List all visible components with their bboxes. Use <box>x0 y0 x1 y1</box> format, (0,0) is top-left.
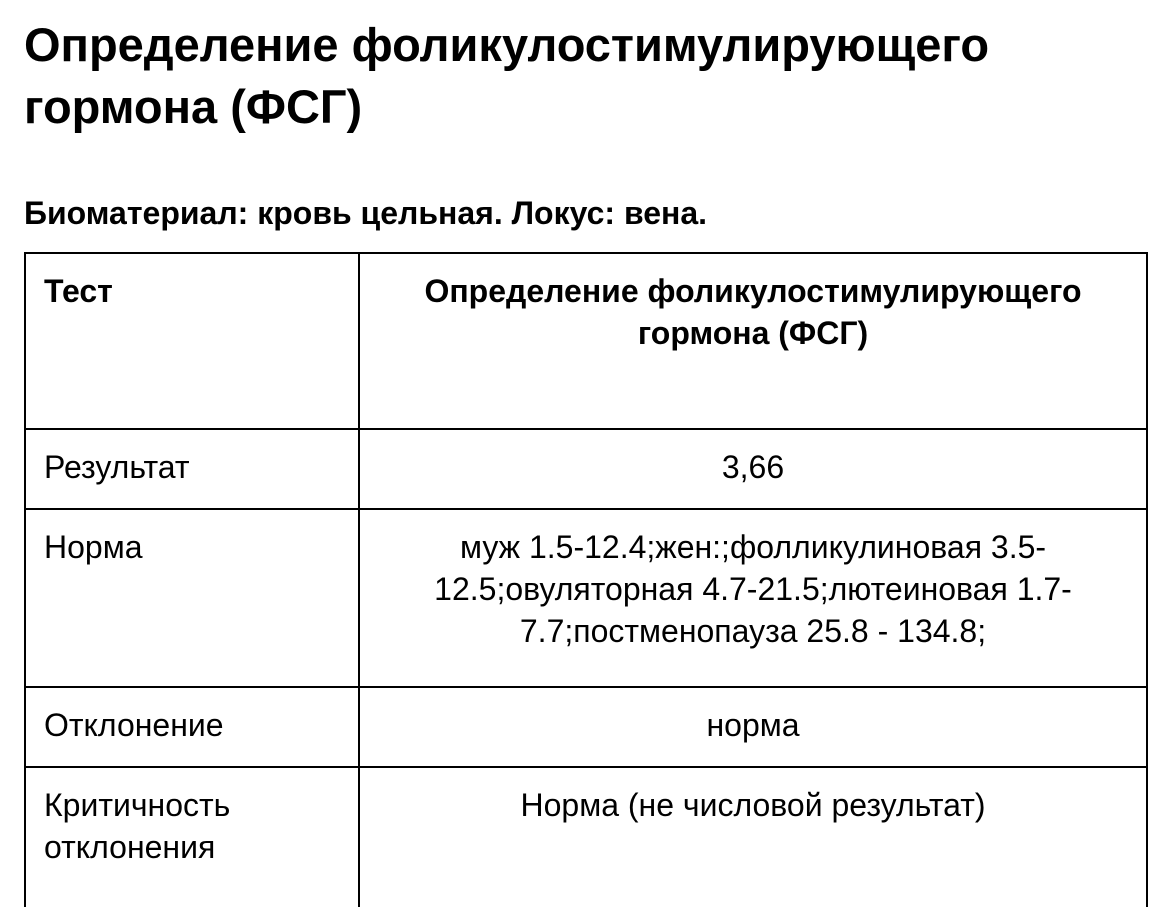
row-value-test: Определение фоликулостимулирующего гормона (ФСГ) <box>359 253 1147 429</box>
row-label-deviation: Отклонение <box>25 687 359 767</box>
row-value-norm: муж 1.5-12.4;жен:;фолликулиновая 3.5-12.5;овуляторная 4.7-21.5;лютеиновая 1.7-7.7;постменопауза 25.8 - 134.8; <box>359 509 1147 687</box>
row-value-deviation: норма <box>359 687 1147 767</box>
row-label-result: Результат <box>25 429 359 509</box>
row-label-criticality: Критичность отклонения <box>25 767 359 907</box>
row-value-result: 3,66 <box>359 429 1147 509</box>
row-label-test: Тест <box>25 253 359 429</box>
table-row-test <box>25 253 1147 429</box>
table-row-deviation <box>25 687 1147 767</box>
row-value-criticality: Норма (не числовой результат) <box>359 767 1147 907</box>
results-table <box>24 252 1148 907</box>
row-label-norm: Норма <box>25 509 359 687</box>
table-row-criticality <box>25 767 1147 907</box>
biomaterial-subtitle: Биоматериал: кровь цельная. Локус: вена. <box>24 195 708 231</box>
page-title: Определение фоликулостимулирующего гормона (ФСГ) <box>24 18 990 133</box>
table-row-result <box>25 429 1147 509</box>
table-row-norm <box>25 509 1147 687</box>
document-page <box>24 14 1146 865</box>
